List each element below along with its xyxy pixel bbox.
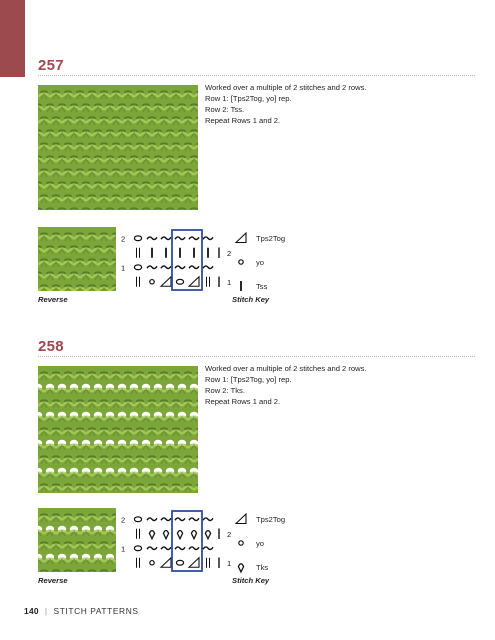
yo-icon — [239, 541, 243, 545]
chart-stitch-tks — [203, 547, 213, 550]
stitch-key-label: Tps2Tog — [256, 515, 286, 524]
footer-separator: | — [44, 606, 48, 616]
stitch-key-label: yo — [256, 539, 265, 548]
chart-stitch-tks — [175, 518, 185, 521]
chart-stitch-tks-knit — [205, 531, 210, 539]
chart-stitch-tks — [147, 547, 157, 550]
chart-stitch-tks — [147, 237, 157, 240]
pattern-description — [205, 363, 367, 407]
chart-stitch-tks-knit — [163, 531, 168, 539]
chart-stitch-tks — [175, 266, 185, 269]
swatch-photo-reverse — [38, 508, 116, 572]
chart-stitch-tps2tog — [189, 277, 199, 287]
chart-row-label: 1 — [227, 277, 232, 287]
stitch-key-label: Tps2Tog — [256, 234, 286, 243]
chart-stitch-tks — [175, 547, 185, 550]
chart-stitch-tks — [189, 237, 199, 240]
page-corner-tab — [0, 0, 25, 77]
stitch-key-caption: Stitch Key — [232, 576, 270, 585]
chart-stitch-yo — [176, 279, 183, 284]
pattern-number: 258 — [38, 338, 64, 355]
chart-row-label: 1 — [121, 263, 126, 273]
stitch-key-label: Tss — [256, 282, 268, 291]
chart-row-label: 2 — [227, 248, 232, 258]
chart-stitch-tks — [189, 266, 199, 269]
tks-icon — [238, 564, 243, 572]
description-line: Row 1: [Tps2Tog, yo] rep. — [205, 94, 292, 103]
swatch-photo-front — [38, 85, 198, 210]
chart-stitch-tps2tog — [161, 558, 171, 568]
description-line: Row 1: [Tps2Tog, yo] rep. — [205, 375, 292, 384]
swatch-texture — [38, 508, 116, 572]
stitch-key-label: Tks — [256, 563, 269, 572]
chart-stitch-tks-knit — [149, 531, 154, 539]
reverse-caption: Reverse — [38, 295, 68, 304]
chart-stitch-tks — [203, 266, 213, 269]
chart-stitch-edge — [137, 529, 140, 539]
reverse-caption: Reverse — [38, 576, 68, 585]
chart-stitch-edge — [207, 558, 210, 568]
page-number: 140 — [24, 606, 39, 616]
chart-row-label: 1 — [121, 544, 126, 554]
chart-stitch-tps2tog — [161, 277, 171, 287]
description-line: Row 2: Tks. — [205, 386, 245, 395]
chart-stitch-tks — [161, 518, 171, 521]
chart-stitch-tks — [175, 237, 185, 240]
section-name: STITCH PATTERNS — [53, 606, 139, 616]
chart-stitch-yo — [134, 236, 141, 241]
chart-row-label: 2 — [227, 529, 232, 539]
stitch-key-label: yo — [256, 258, 265, 267]
chart-row-label: 1 — [227, 558, 232, 568]
chart-stitch-yo — [176, 560, 183, 565]
yo-icon — [239, 260, 243, 264]
description-line: Worked over a multiple of 2 stitches and 2 rows. — [205, 83, 367, 92]
chart-stitch-tks — [189, 518, 199, 521]
chart-stitch-tks — [161, 266, 171, 269]
chart-stitch-tks — [161, 547, 171, 550]
stitch-key-caption: Stitch Key — [232, 295, 270, 304]
stitch-key-list — [232, 510, 302, 574]
stitch-chart — [117, 228, 232, 292]
stitch-key — [232, 510, 302, 579]
chart-stitch-edge — [137, 277, 140, 287]
chart-stitch-tks — [147, 518, 157, 521]
chart-stitch-tps2tog — [189, 558, 199, 568]
chart-stitch-tks — [161, 237, 171, 240]
chart-stitch-tks — [147, 266, 157, 269]
stitch-chart — [117, 509, 232, 573]
chart-stitch-yo — [150, 280, 154, 284]
page-footer — [24, 606, 139, 616]
chart-stitch-tks — [189, 547, 199, 550]
tps2tog-icon — [236, 514, 246, 524]
pattern-description — [205, 82, 367, 126]
chart-stitch-yo — [134, 517, 141, 522]
chart-stitch-yo — [134, 546, 141, 551]
section-divider — [38, 356, 475, 357]
swatch-texture — [38, 366, 198, 493]
tps2tog-icon — [236, 233, 246, 243]
chart-row-label: 2 — [121, 234, 126, 244]
chart-stitch-edge — [207, 277, 210, 287]
description-line: Repeat Rows 1 and 2. — [205, 397, 281, 406]
swatch-photo-reverse — [38, 227, 116, 291]
chart-stitch-tks — [203, 237, 213, 240]
chart-stitch-yo — [134, 265, 141, 270]
chart-stitch-yo — [150, 561, 154, 565]
description-line: Repeat Rows 1 and 2. — [205, 116, 281, 125]
chart-row-label: 2 — [121, 515, 126, 525]
section-divider — [38, 75, 475, 76]
chart-stitch-tks-knit — [191, 531, 196, 539]
swatch-photo-front — [38, 366, 198, 493]
stitch-key — [232, 229, 302, 298]
chart-stitch-tks-knit — [177, 531, 182, 539]
chart-stitch-tks — [203, 518, 213, 521]
pattern-number: 257 — [38, 57, 64, 74]
chart-stitch-edge — [137, 248, 140, 258]
chart-stitch-edge — [137, 558, 140, 568]
swatch-texture — [38, 85, 198, 210]
description-line: Worked over a multiple of 2 stitches and 2 rows. — [205, 364, 367, 373]
swatch-texture — [38, 227, 116, 291]
description-line: Row 2: Tss. — [205, 105, 245, 114]
stitch-key-list — [232, 229, 302, 293]
